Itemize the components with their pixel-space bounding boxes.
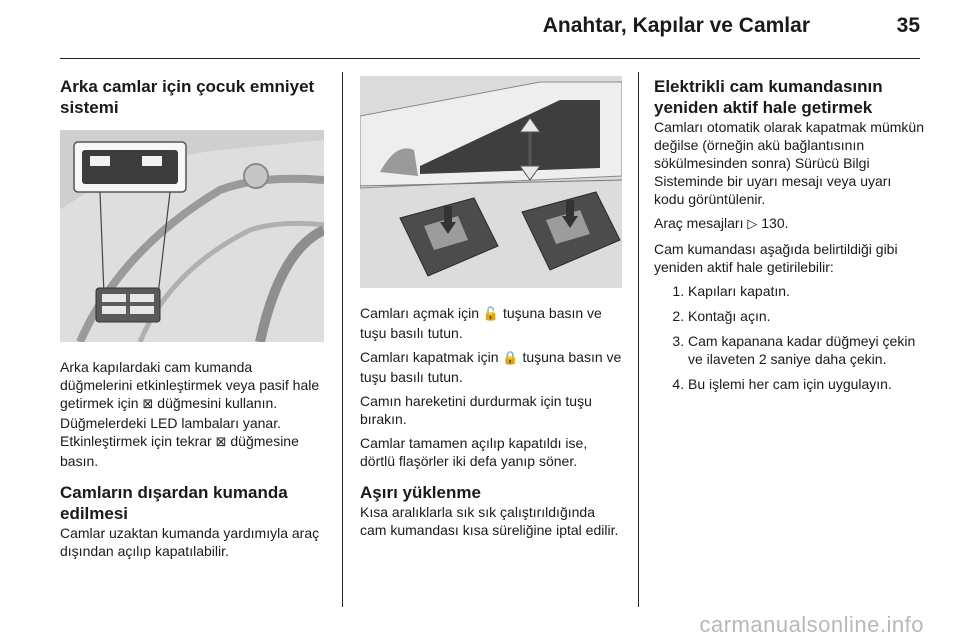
column-divider [638, 72, 639, 607]
column-divider [342, 72, 343, 607]
header-title: Anahtar, Kapılar ve Camlar [542, 14, 810, 37]
remote-key-illustration [360, 76, 622, 288]
unlock-icon: 🔓 [482, 307, 500, 322]
child-lock-text-3: düğmesine basın. [60, 433, 299, 469]
door-switch-illustration [60, 130, 324, 342]
stop-window-text: Camın hareketini durdurmak için tuşu bırakın. [360, 393, 592, 427]
section-heading-reactivate: Elektrikli cam kumandasının yeniden aktif hale getirmek [654, 77, 883, 117]
overload-text: Kısa aralıklarla sık sık çalıştırıldığında cam kumandası kısa süreliğine iptal edilir. [360, 504, 619, 538]
vehicle-messages-page: 130. [761, 215, 789, 231]
open-windows-text [360, 304, 624, 342]
child-lock-text [60, 358, 326, 470]
header-rule [60, 58, 920, 59]
hazard-flash-text: Camlar tamamen açılıp kapatıldı ise, dörtlü flaşörler iki defa yanıp söner. [360, 435, 588, 469]
lock-icon: 🔒 [502, 351, 519, 366]
close-windows-text-1: Camları kapatmak için [360, 349, 499, 365]
close-windows-text-2: tuşuna basın ve tuşu basılı tutun. [360, 349, 622, 385]
column-1 [60, 76, 326, 560]
remote-text: Camlar uzaktan kumanda yardımıyla araç dışından açılıp kapatılabilir. [60, 525, 320, 559]
child-lock-text-2: düğmesini kullanın. Düğmelerdeki LED lambaları yanar. Etkinleştirmek için tekrar [60, 395, 281, 449]
open-windows-text-2: tuşuna basın ve tuşu basılı tutun. [360, 305, 602, 341]
reactivate-intro: Camları otomatik olarak kapatmak mümkün değilse (örneğin akü bağlantısının sökülmesinden sonra) Sürücü Bilgi Sisteminde bir uyarı mesajı veya uyarı kodu görüntülenir. [654, 119, 924, 207]
watermark: carmanualsonline.info [699, 612, 924, 637]
reactivate-how: Cam kumandası aşağıda belirtildiği gibi yeniden aktif hale getirilebilir: [654, 241, 898, 275]
child-lock-text-1: Arka kapılardaki cam kumanda düğmelerini etkinleştirmek veya pasif hale getirmek için [60, 359, 320, 411]
section-heading-remote: Camların dışardan kumanda edilmesi [60, 483, 288, 523]
vehicle-messages-label: Araç mesajları [654, 215, 744, 231]
column-3 [654, 76, 924, 400]
child-lock-icon: ⊠ [142, 397, 154, 412]
page-number: 35 [896, 14, 920, 37]
list-item: 1. Kapıları kapatın. [688, 282, 924, 300]
child-lock-icon: ⊠ [215, 435, 227, 450]
list-item: 2. Kontağı açın. [688, 307, 924, 325]
section-heading-overload: Aşırı yüklenme [360, 483, 481, 502]
column-2 [360, 76, 624, 539]
close-windows-text [360, 348, 624, 386]
page-ref-icon: ▷ [747, 217, 758, 232]
vehicle-messages-ref [654, 214, 924, 234]
open-windows-text-1: Camları açmak için [360, 305, 480, 321]
section-heading-child-lock: Arka camlar için çocuk emniyet sistemi [60, 77, 315, 117]
list-item: 4. Bu işlemi her cam için uygulayın. [688, 375, 924, 393]
list-item: 3. Cam kapanana kadar düğmeyi çekin ve ilaveten 2 saniye daha çekin. [688, 332, 924, 368]
steps-list [654, 282, 924, 393]
